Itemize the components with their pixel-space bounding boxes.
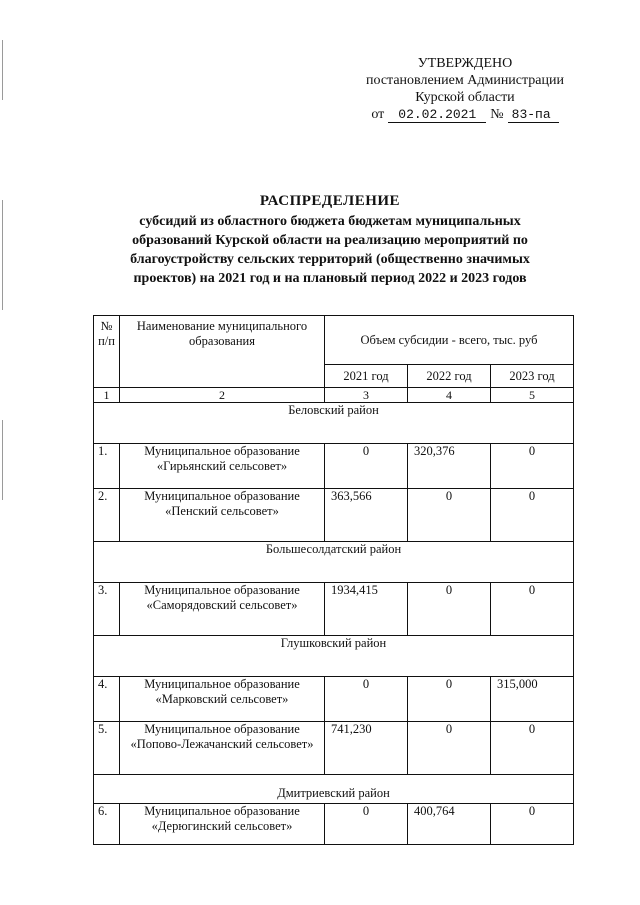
municipality-title: «Саморядовский сельсовет» xyxy=(146,598,298,612)
district-name: Глушковский район xyxy=(94,636,574,677)
value-2021: 0 xyxy=(325,804,408,845)
value-2023: 315,000 xyxy=(491,677,574,722)
value-2021: 0 xyxy=(325,444,408,489)
municipality-name xyxy=(120,677,325,722)
municipality-name xyxy=(120,444,325,489)
approval-line-2: Курской области xyxy=(415,90,515,105)
column-number: 1 xyxy=(94,388,120,403)
table-row xyxy=(94,722,574,775)
row-number: 2. xyxy=(94,489,120,542)
value-2023: 0 xyxy=(491,804,574,845)
header-year-2022: 2022 год xyxy=(408,365,491,388)
column-number: 5 xyxy=(491,388,574,403)
scan-edge-mark xyxy=(2,40,3,100)
district-row xyxy=(94,403,574,444)
scan-edge-mark xyxy=(2,420,3,500)
value-2023: 0 xyxy=(491,444,574,489)
value-2022: 0 xyxy=(408,677,491,722)
municipality-name xyxy=(120,722,325,775)
table-row xyxy=(94,444,574,489)
column-number: 3 xyxy=(325,388,408,403)
district-name: Беловский район xyxy=(94,403,574,444)
municipality-title: «Пенский сельсовет» xyxy=(165,504,279,518)
district-row xyxy=(94,775,574,804)
value-2021: 0 xyxy=(325,677,408,722)
number-prefix: № xyxy=(490,107,504,122)
value-2022: 0 xyxy=(408,583,491,636)
value-2022: 320,376 xyxy=(408,444,491,489)
municipality-type: Муниципальное образование xyxy=(144,489,300,503)
header-number: № п/п xyxy=(94,316,120,388)
column-numbers-row xyxy=(94,388,574,403)
table-row xyxy=(94,489,574,542)
column-number: 4 xyxy=(408,388,491,403)
district-row xyxy=(94,542,574,583)
table-row xyxy=(94,677,574,722)
municipality-title: «Дерюгинский сельсовет» xyxy=(151,819,293,833)
document-heading xyxy=(90,192,570,288)
municipality-title: «Попово-Лежачанский сельсовет» xyxy=(130,737,314,751)
value-2022: 0 xyxy=(408,722,491,775)
subtitle-line-4: проектов) на 2021 год и на плановый период 2022 и 2023 годов xyxy=(133,271,527,286)
municipality-name xyxy=(120,804,325,845)
municipality-name xyxy=(120,489,325,542)
header-year-2021: 2021 год xyxy=(325,365,408,388)
municipality-type: Муниципальное образование xyxy=(144,804,300,818)
row-number: 6. xyxy=(94,804,120,845)
value-2023: 0 xyxy=(491,489,574,542)
district-row xyxy=(94,636,574,677)
header-volume: Объем субсидии - всего, тыс. руб xyxy=(325,316,574,365)
column-number: 2 xyxy=(120,388,325,403)
value-2023: 0 xyxy=(491,583,574,636)
value-2021: 741,230 xyxy=(325,722,408,775)
row-number: 4. xyxy=(94,677,120,722)
subsidy-table xyxy=(93,315,574,845)
municipality-name xyxy=(120,583,325,636)
district-name: Дмитриевский район xyxy=(94,775,574,804)
value-2021: 1934,415 xyxy=(325,583,408,636)
header-name: Наименование муниципального образования xyxy=(120,316,325,388)
approval-line-1: постановлением Администрации xyxy=(366,73,564,88)
document-title: РАСПРЕДЕЛЕНИЕ xyxy=(259,193,401,209)
municipality-type: Муниципальное образование xyxy=(144,583,300,597)
approval-date-line xyxy=(340,106,590,123)
subtitle-line-2: образований Курской области на реализацию мероприятий по xyxy=(132,233,528,248)
row-number: 3. xyxy=(94,583,120,636)
municipality-type: Муниципальное образование xyxy=(144,677,300,691)
value-2022: 400,764 xyxy=(408,804,491,845)
date-prefix: от xyxy=(371,107,385,122)
approval-date: 02.02.2021 xyxy=(388,108,486,123)
municipality-title: «Гирьянский сельсовет» xyxy=(156,459,288,473)
table-row xyxy=(94,583,574,636)
subtitle-line-1: субсидий из областного бюджета бюджетам муниципальных xyxy=(139,214,521,229)
value-2021: 363,566 xyxy=(325,489,408,542)
table-row xyxy=(94,804,574,845)
row-number: 1. xyxy=(94,444,120,489)
row-number: 5. xyxy=(94,722,120,775)
header-year-2023: 2023 год xyxy=(491,365,574,388)
approval-stamp xyxy=(340,55,590,123)
value-2023: 0 xyxy=(491,722,574,775)
value-2022: 0 xyxy=(408,489,491,542)
district-name: Большесолдатский район xyxy=(94,542,574,583)
scan-edge-mark xyxy=(2,200,3,310)
municipality-type: Муниципальное образование xyxy=(144,722,300,736)
municipality-title: «Марковский сельсовет» xyxy=(155,692,289,706)
subtitle-line-3: благоустройству сельских территорий (общественно значимых xyxy=(130,252,530,267)
approval-number: 83-па xyxy=(508,108,559,123)
approval-title: УТВЕРЖДЕНО xyxy=(417,56,513,71)
municipality-type: Муниципальное образование xyxy=(144,444,300,458)
